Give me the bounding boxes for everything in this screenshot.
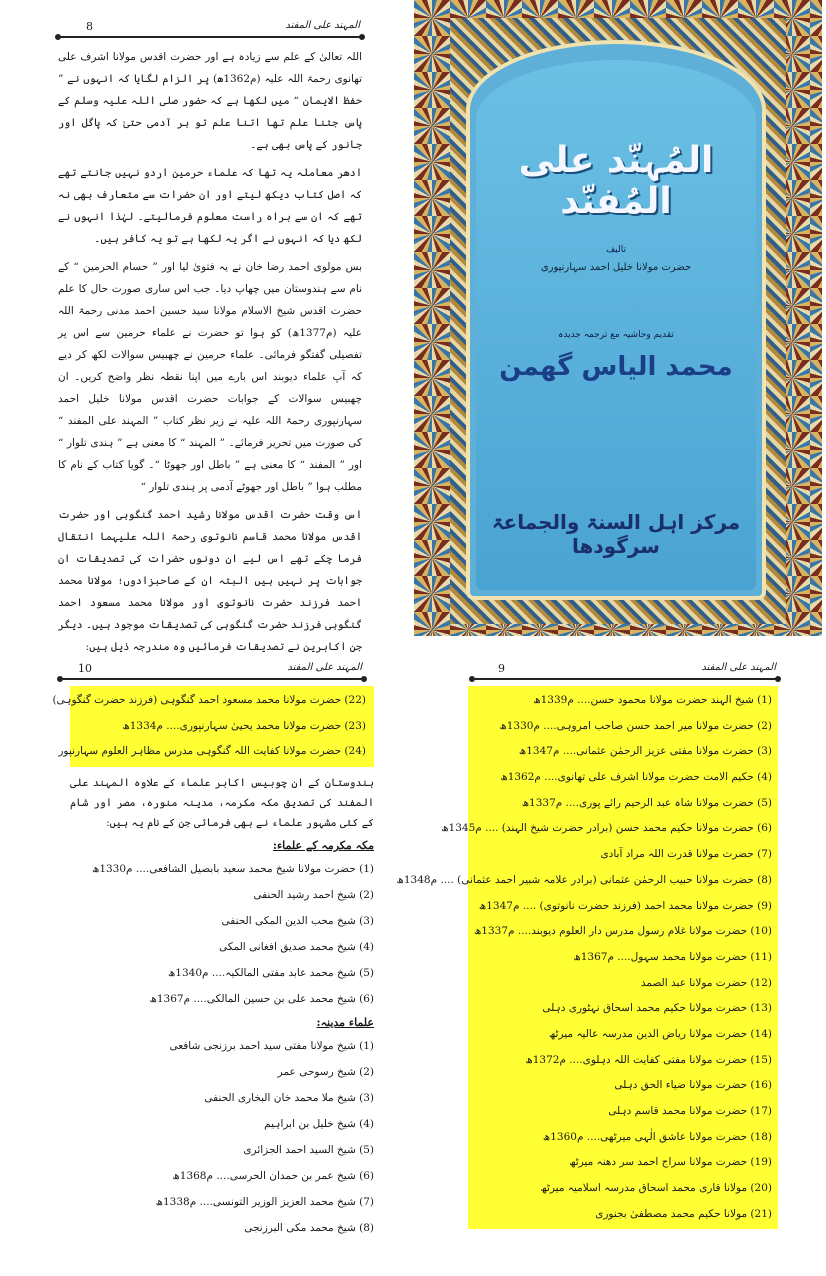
paragraph: اللہ تعالیٰ کے علم سے زیادہ ہے اور حضرت اقدس مولانا اشرف علی تھانوی رحمۃ اللہ علیہ (م1362ھ) پر الزام لگایا کہ انہوں نے ” حفظ الایمان “ میں لکھا ہے کہ حضور صلی اللہ علیہ وسلم کے پاس جتنا علم تھا اتنا علم تو ہر آدمی حتیٰ کہ پاگل اور جانور کے پاس بھی ہے۔ (58, 51, 362, 151)
cover-editor-name: محمد الیاس گھمن (499, 352, 733, 382)
page-number: 9 (498, 662, 505, 675)
list-item: (5) حضرت مولانا شاہ عبد الرحیم رائے پوری.... م1337ھ (521, 796, 772, 809)
list-item: (24) حضرت مولانا کفایت اللہ گنگوہی مدرس مظاہر العلوم سہارنپور (58, 745, 366, 758)
list-item: (7) شیخ محمد العزیز الوزیر التونسی.... م1338ھ (155, 1196, 374, 1209)
list-item: (3) حضرت مولانا مفتی عزیز الرحمٰن عثمانی.... م1347ھ (518, 745, 772, 758)
list-item: (11) حضرت مولانا محمد سہول.... م1367ھ (573, 950, 772, 963)
cover-publisher: مرکز اہل السنۃ والجماعۃ سرگودھا (491, 510, 741, 558)
paragraph: ہندوستان کے ان چوبیس اکابر علماء کے علاوہ المہند علی المفند کی تصدیق مکہ مکرمہ، مدینہ منورہ، مصر اور شام کے کئی مشہور علماء نے بھی فرمائی جن کے نام یہ ہیں: (70, 777, 374, 830)
list-item: (22) حضرت مولانا محمد مسعود احمد گنگوہی (فرزند حضرت گنگوہی) (52, 694, 366, 706)
list-item: (10) حضرت مولانا غلام رسول مدرس دار العلوم دیوبند.... م1337ھ (473, 925, 772, 938)
page-body (52, 686, 374, 1241)
list-item: (9) حضرت مولانا محمد احمد (فرزند حضرت نانوتوی) .... م1347ھ (478, 899, 772, 912)
header-title: المہند علی المفند (285, 20, 360, 31)
list-item: (18) حضرت مولانا عاشق الٰہی میرٹھی.... م1360ھ (542, 1130, 772, 1143)
makkah-heading: مکہ مکرمہ کے علماء: (272, 839, 374, 853)
list-item: (3) شیخ محب الدین المکی الحنفی (221, 915, 374, 928)
list-item: (2) شیخ رسوحی عمر (277, 1066, 374, 1079)
header-rule (58, 36, 362, 38)
list-item: (16) حضرت مولانا ضیاء الحق دہلی (614, 1079, 772, 1092)
list-item: (2) شیخ احمد رشید الحنفی (253, 889, 374, 902)
list-item: (19) حضرت مولانا سراج احمد سر دھنہ میرٹھ (569, 1156, 772, 1169)
madinah-list (70, 1033, 374, 1241)
list-item: (6) شیخ عمر بن حمدان الحرسی.... م1368ھ (172, 1170, 374, 1183)
list-item: (6) شیخ محمد علی بن حسین المالکی.... م1367ھ (149, 993, 374, 1006)
cover-intro: تقدیم وحاشیہ مع ترجمہ جدیدہ (558, 330, 674, 340)
page-body (58, 46, 362, 664)
list-item: (5) شیخ محمد عابد مفتی المالکیہ.... م1340ھ (167, 967, 374, 980)
header-title: المہند علی المفند (701, 662, 776, 673)
cover-title: المُہنّد علی المُفنّد (518, 140, 714, 222)
list-item: (15) حضرت مولانا مفتی کفایت اللہ دہلوی.... م1372ھ (525, 1053, 772, 1066)
cover-author: حضرت مولانا خلیل احمد سہارنپوری (540, 262, 692, 273)
highlighted-list (52, 686, 374, 767)
list-item: (6) حضرت مولانا حکیم محمد حسن (برادر حضرت شیخ الہند) .... م1345ھ (441, 822, 772, 835)
list-item: (20) مولانا قاری محمد اسحاق مدرسہ اسلامیہ میرٹھ (540, 1182, 772, 1195)
page-header (58, 20, 362, 36)
list-item: (2) حضرت مولانا میر احمد حسن صاحب امروہی.... م1330ھ (499, 719, 772, 732)
list-item: (1) حضرت مولانا شیخ محمد سعید بابصیل الشافعی.... م1330ھ (91, 863, 374, 876)
list-item: (23) حضرت مولانا محمد یحییٰ سہارنپوری.... م1334ھ (122, 719, 366, 732)
list-item: (8) حضرت مولانا حبیب الرحمٰن عثمانی (برادر علامہ شبیر احمد عثمانی) .... م1348ھ (396, 873, 772, 886)
list-item: (12) حضرت مولانا عبد الصمد (640, 976, 772, 989)
madinah-heading: علماء مدینہ: (316, 1016, 374, 1030)
list-item: (1) شیخ الہند حضرت مولانا محمود حسن.... م1339ھ (533, 694, 772, 706)
header-title: المہند علی المفند (287, 662, 362, 673)
list-item: (4) شیخ محمد صدیق افغانی المکی (218, 941, 374, 954)
list-item: (3) شیخ ملا محمد خان البخاری الحنفی (204, 1092, 374, 1105)
highlighted-list (396, 686, 778, 1229)
page-number: 10 (78, 662, 92, 675)
list-item: (4) شیخ خلیل بن ابراہیم (264, 1118, 374, 1131)
page-9 (396, 662, 778, 1262)
page-header (472, 662, 778, 678)
list-item: (4) حکیم الامت حضرت مولانا اشرف علی تھانوی.... م1362ھ (500, 771, 772, 784)
page-number: 8 (86, 20, 93, 33)
paragraph: بس مولوی احمد رضا خان نے یہ فتویٰ لیا اور ” حسام الحرمین “ کے نام سے ہندوستان میں چھاپ دیا۔ جب اس ساری صورت حال کا علم حضرت اقدس شیخ الاسلام مولانا سید حسین احمد مدنی رحمۃ اللہ علیہ (م1377ھ) کو ہوا تو حضرت نے علماء حرمین سے اس پر تفصیلی گفتگو فرمائی۔ علماء حرمین نے چھبیس سوالات لکھ کر دیے کہ آپ علماء دیوبند اس بارے میں اپنا نقطہ نظر واضح کریں۔ ان چھبیس سوالات کے جوابات حضرت اقدس مولانا خلیل احمد سہارنپوری رحمۃ اللہ علیہ نے زیر نظر کتاب ” المہند علی المفند “ کی صورت میں تحریر فرمائے۔ ” المہند “ کا معنی ہے ” ہندی تلوار “ اور ” المفند “ کا معنی ہے ” باطل اور جھوٹا “۔ گویا کتاب کے نام کا مطلب ہوا ” باطل اور جھوٹے آدمی پر ہندی تلوار “ (58, 261, 363, 493)
list-item: (21) مولانا حکیم محمد مصطفیٰ بجنوری (595, 1207, 772, 1220)
paragraph: اس وقت حضرت اقدس مولانا رشید احمد گنگوہی اور حضرت اقدس مولانا محمد قاسم نانوتوی رحمۃ اللہ علیہما انتقال فرما چکے تھے اس لیے ان دونوں حضرات کی تصدیقات ان جوابات پر نہیں ہیں البتہ ان کے صاحبزادوں؛ مولانا محمد احمد فرزند حضرت نانوتوی اور مولانا محمد مسعود احمد گنگوہی فرزند حضرت گنگوہی کی تصدیقات موجود ہیں۔ دیگر جن اکابرین نے تصدیقات فرمائیں وہ مندرجہ ذیل ہیں: (58, 509, 362, 653)
header-rule (472, 678, 778, 680)
cover-author-label: تالیف (605, 245, 627, 255)
paragraph: ادھر معاملہ یہ تھا کہ علماء حرمین اردو نہیں جانتے تھے کہ اصل کتاب دیکھ لیتے اور ان حضرات سے متعارف بھی نہ تھے کہ ان سے براہ راست معلوم فرمالیتے۔ لہٰذا انہوں نے لکھ دیا کہ انہوں نے اگر یہ لکھا ہے تو یہ کافر ہیں۔ (58, 167, 362, 245)
page-header (60, 662, 364, 678)
page-8 (58, 20, 363, 653)
page-10 (52, 662, 374, 1262)
list-item: (1) شیخ مولانا مفتی سید احمد برزنجی شافعی (169, 1040, 374, 1053)
list-item: (17) حضرت مولانا محمد قاسم دہلی (608, 1105, 772, 1117)
header-rule (60, 678, 364, 680)
list-item: (14) حضرت مولانا ریاض الدین مدرسہ عالیہ میرٹھ (548, 1027, 772, 1040)
book-cover (414, 0, 822, 636)
makkah-list (70, 856, 374, 1012)
list-item: (7) حضرت مولانا قدرت اللہ مراد آبادی (600, 848, 772, 861)
list-item: (8) شیخ محمد مکی البرزنجی (244, 1222, 374, 1235)
list-item: (5) شیخ السید احمد الجزائری (243, 1144, 374, 1157)
list-item: (13) حضرت مولانا حکیم محمد اسحاق نہٹوری دہلی (542, 1002, 772, 1015)
